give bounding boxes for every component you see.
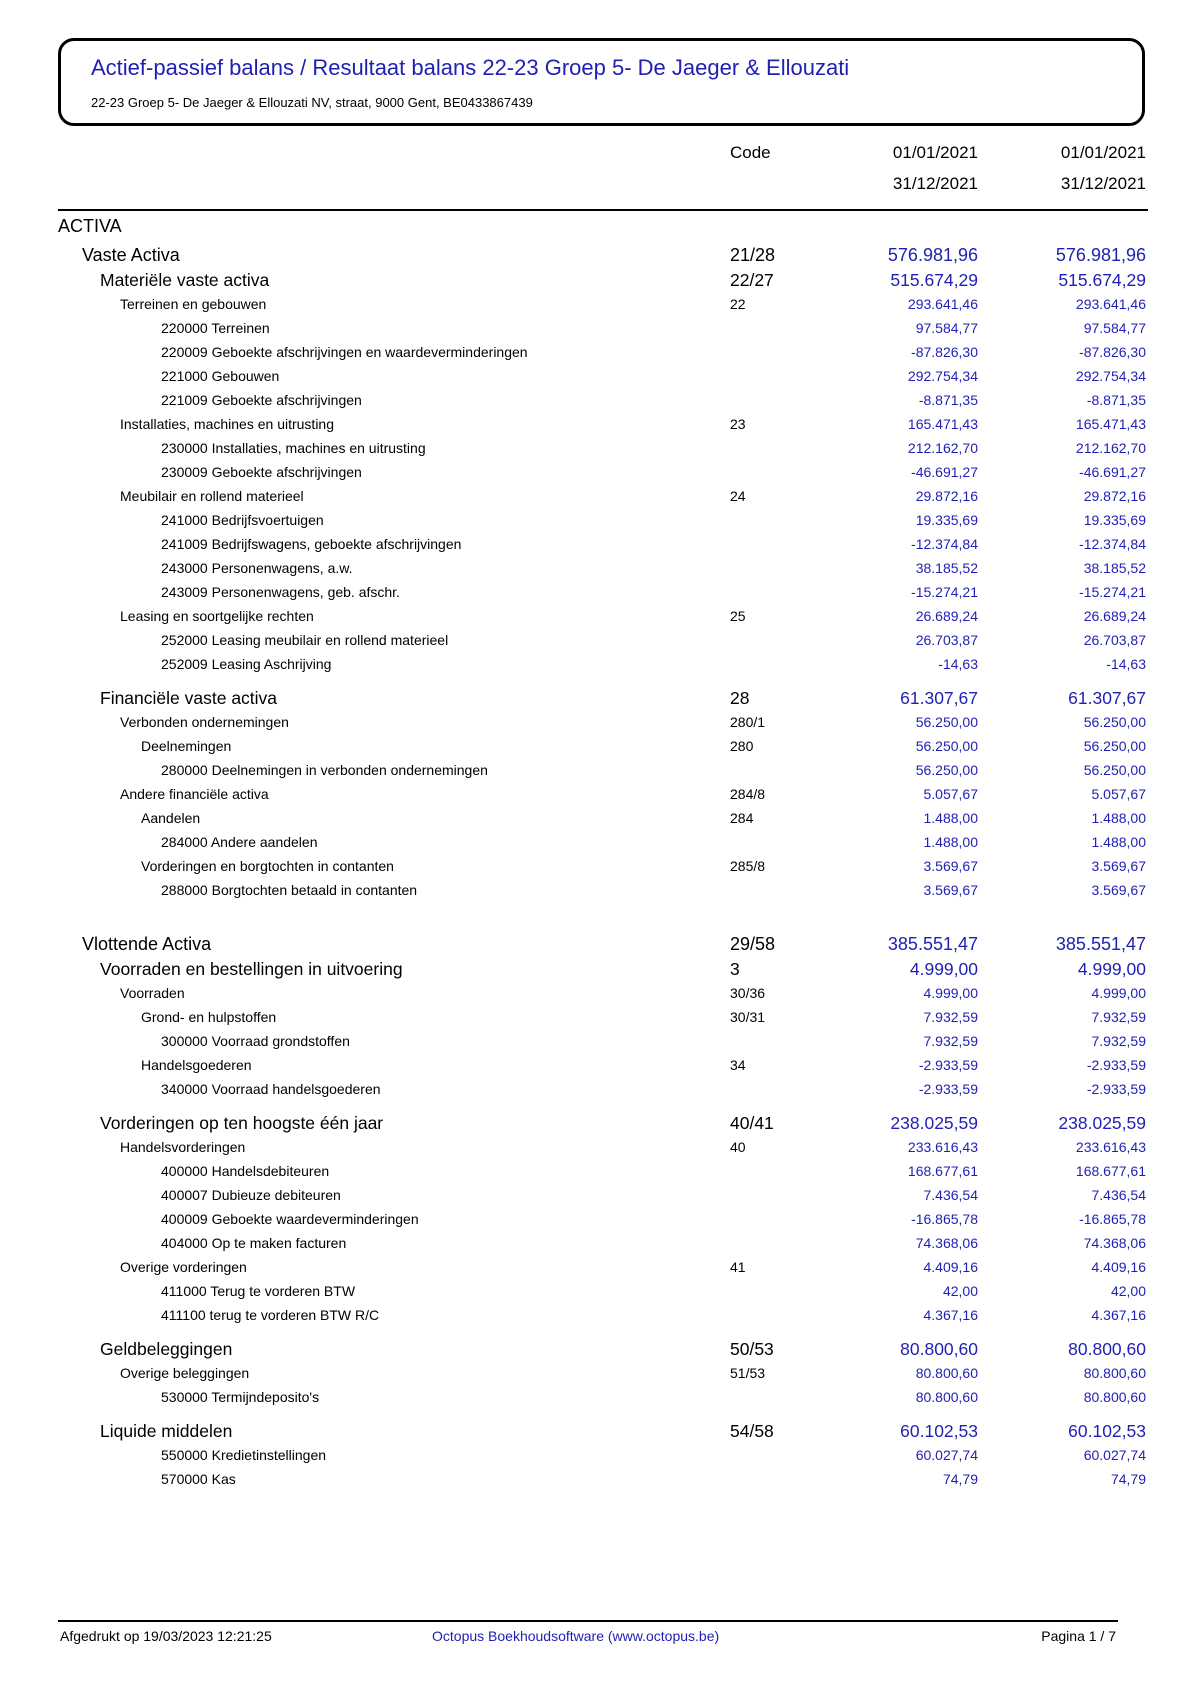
amount-column1: 576.981,96 <box>887 245 978 265</box>
amount-column1: -46.691,27 <box>911 464 978 480</box>
amount-column1: -8.871,35 <box>918 392 978 408</box>
account-label: 230009 Geboekte afschrijvingen <box>161 464 362 480</box>
amount-column1: 385.551,47 <box>887 934 978 954</box>
amount-column2: -8.871,35 <box>1086 392 1146 408</box>
amount-column1: 3.569,67 <box>923 858 978 874</box>
amount-column1: 293.641,46 <box>907 296 978 312</box>
account-subgroup-row <box>0 808 1200 832</box>
amount-column2: 4.999,00 <box>1091 985 1146 1001</box>
account-label: Voorraden en bestellingen in uitvoering <box>100 959 403 979</box>
amount-column2: 74,79 <box>1110 1471 1146 1487</box>
amount-column2: 80.800,60 <box>1083 1365 1146 1381</box>
account-row <box>0 1209 1200 1233</box>
amount-column2: 168.677,61 <box>1075 1163 1146 1179</box>
amount-column2: 3.569,67 <box>1091 882 1146 898</box>
amount-column1: 80.800,60 <box>915 1389 978 1405</box>
amount-column1: 233.616,43 <box>907 1139 978 1155</box>
amount-column2: 7.932,59 <box>1091 1033 1146 1049</box>
amount-column1: 1.488,00 <box>923 834 978 850</box>
account-label: Installaties, machines en uitrusting <box>120 416 334 432</box>
amount-column2: 97.584,77 <box>1083 320 1146 336</box>
header-divider <box>58 209 1148 211</box>
amount-column2: 1.488,00 <box>1091 834 1146 850</box>
amount-column2: 238.025,59 <box>1058 1113 1146 1133</box>
account-label: Financiële vaste activa <box>100 688 278 708</box>
account-row <box>0 1185 1200 1209</box>
account-row <box>0 342 1200 366</box>
amount-column1: 26.703,87 <box>915 632 978 648</box>
account-label: 530000 Termijndeposito's <box>161 1389 320 1405</box>
amount-column1: 515.674,29 <box>890 270 978 290</box>
account-row <box>0 654 1200 678</box>
account-subgroup-row <box>0 1363 1200 1387</box>
account-label: 280000 Deelnemingen in verbonden ondernemingen <box>161 762 488 778</box>
amount-column1: 60.102,53 <box>900 1421 978 1441</box>
amount-column1: 238.025,59 <box>890 1113 978 1133</box>
amount-column1: 4.367,16 <box>923 1307 978 1323</box>
report-title: Actief-passief balans / Resultaat balans 22-23 Groep 5- De Jaeger & Ellouzati <box>91 55 850 80</box>
account-label: 284000 Andere aandelen <box>161 834 318 850</box>
account-row <box>0 1445 1200 1469</box>
account-label: 411000 Terug te vorderen BTW <box>161 1283 356 1299</box>
account-subgroup-row <box>0 856 1200 880</box>
amount-column2: -12.374,84 <box>1079 536 1146 552</box>
account-label: Aandelen <box>141 810 201 826</box>
account-code: 21/28 <box>730 245 776 265</box>
account-code: 284 <box>730 810 754 826</box>
amount-column2: -2.933,59 <box>1086 1057 1146 1073</box>
amount-column1: 168.677,61 <box>907 1163 978 1179</box>
account-label: 404000 Op te maken facturen <box>161 1235 347 1251</box>
print-timestamp: Afgedrukt op 19/03/2023 12:21:25 <box>60 1628 272 1644</box>
account-label: 241009 Bedrijfswagens, geboekte afschrijvingen <box>161 536 462 552</box>
row-spacer <box>0 678 1200 688</box>
account-code: 51/53 <box>730 1365 766 1381</box>
account-label: 570000 Kas <box>161 1471 236 1487</box>
amount-column2: 4.409,16 <box>1091 1259 1146 1275</box>
account-row <box>0 1305 1200 1329</box>
account-subgroup-row <box>0 983 1200 1007</box>
account-label: Vlottende Activa <box>82 934 212 954</box>
amount-column2: 26.689,24 <box>1083 608 1146 624</box>
amount-column2: 576.981,96 <box>1055 245 1146 265</box>
amount-column1: 80.800,60 <box>900 1339 978 1359</box>
account-label: Handelsvorderingen <box>120 1139 246 1155</box>
amount-column2: 60.027,74 <box>1083 1447 1146 1463</box>
amount-column1: 60.027,74 <box>915 1447 978 1463</box>
amount-column1: 4.409,16 <box>923 1259 978 1275</box>
amount-column1: 7.932,59 <box>923 1033 978 1049</box>
account-label: Vorderingen op ten hoogste één jaar <box>100 1113 384 1133</box>
account-row <box>0 1031 1200 1055</box>
amount-column1: 212.162,70 <box>907 440 978 456</box>
account-label: 300000 Voorraad grondstoffen <box>161 1033 350 1049</box>
account-row <box>0 582 1200 606</box>
account-subgroup-row <box>0 1055 1200 1079</box>
amount-column1: 56.250,00 <box>915 714 978 730</box>
amount-column2: 4.367,16 <box>1091 1307 1146 1323</box>
account-subgroup-row <box>0 486 1200 510</box>
account-label: Verbonden ondernemingen <box>120 714 289 730</box>
account-group-row <box>0 1113 1200 1137</box>
account-label: Overige vorderingen <box>120 1259 247 1275</box>
amount-column2: 42,00 <box>1110 1283 1146 1299</box>
amount-column2: 5.057,67 <box>1091 786 1146 802</box>
account-label: Vaste Activa <box>82 245 180 265</box>
account-label: 243000 Personenwagens, a.w. <box>161 560 353 576</box>
account-code: 50/53 <box>730 1339 774 1359</box>
balance-table <box>0 245 1200 1493</box>
account-code: 280 <box>730 738 754 754</box>
column1-period-from: 01/01/2021 <box>892 143 978 162</box>
account-code: 280/1 <box>730 714 766 730</box>
account-subgroup-row <box>0 1257 1200 1281</box>
amount-column2: 515.674,29 <box>1058 270 1146 290</box>
account-subgroup-row <box>0 294 1200 318</box>
column-header-code: Code <box>730 143 771 162</box>
amount-column1: 80.800,60 <box>915 1365 978 1381</box>
amount-column2: 56.250,00 <box>1083 762 1146 778</box>
amount-column1: 42,00 <box>942 1283 978 1299</box>
account-group-row <box>0 270 1200 294</box>
account-row <box>0 1469 1200 1493</box>
account-row <box>0 1233 1200 1257</box>
amount-column2: 56.250,00 <box>1083 738 1146 754</box>
amount-column1: 26.689,24 <box>915 608 978 624</box>
account-code: 54/58 <box>730 1421 774 1441</box>
account-label: 288000 Borgtochten betaald in contanten <box>161 882 418 898</box>
amount-column1: 74.368,06 <box>915 1235 978 1251</box>
row-spacer <box>0 1103 1200 1113</box>
amount-column2: 233.616,43 <box>1075 1139 1146 1155</box>
amount-column2: 7.436,54 <box>1091 1187 1146 1203</box>
amount-column1: -15.274,21 <box>911 584 978 600</box>
column2-period-from: 01/01/2021 <box>1060 143 1146 162</box>
account-label: 400007 Dubieuze debiteuren <box>161 1187 341 1203</box>
amount-column1: 3.569,67 <box>923 882 978 898</box>
account-subgroup-row <box>0 1007 1200 1031</box>
account-label: Liquide middelen <box>100 1421 233 1441</box>
account-label: Deelnemingen <box>141 738 232 754</box>
account-code: 284/8 <box>730 786 766 802</box>
amount-column2: -2.933,59 <box>1086 1081 1146 1097</box>
amount-column2: -14,63 <box>1106 656 1146 672</box>
account-row <box>0 558 1200 582</box>
account-label: Vorderingen en borgtochten in contanten <box>141 858 394 874</box>
amount-column2: 19.335,69 <box>1083 512 1146 528</box>
account-code: 40 <box>730 1139 746 1155</box>
account-group-row <box>0 934 1200 959</box>
amount-column2: 61.307,67 <box>1068 688 1146 708</box>
amount-column1: 1.488,00 <box>923 810 978 826</box>
account-subgroup-row <box>0 712 1200 736</box>
account-code: 41 <box>730 1259 746 1275</box>
amount-column1: -2.933,59 <box>918 1081 978 1097</box>
amount-column1: -2.933,59 <box>918 1057 978 1073</box>
amount-column2: 212.162,70 <box>1075 440 1146 456</box>
account-label: 550000 Kredietinstellingen <box>161 1447 327 1463</box>
account-row <box>0 366 1200 390</box>
account-subgroup-row <box>0 606 1200 630</box>
amount-column2: 80.800,60 <box>1083 1389 1146 1405</box>
account-label: 221000 Gebouwen <box>161 368 280 384</box>
account-label: Leasing en soortgelijke rechten <box>120 608 314 624</box>
amount-column1: 5.057,67 <box>923 786 978 802</box>
account-code: 22 <box>730 296 746 312</box>
amount-column2: 165.471,43 <box>1075 416 1146 432</box>
account-label: Voorraden <box>120 985 185 1001</box>
amount-column2: 38.185,52 <box>1083 560 1146 576</box>
account-row <box>0 1387 1200 1411</box>
account-label: Handelsgoederen <box>141 1057 252 1073</box>
account-row <box>0 318 1200 342</box>
account-label: 220009 Geboekte afschrijvingen en waardeverminderingen <box>161 344 528 360</box>
account-group-row <box>0 1339 1200 1363</box>
amount-column1: 56.250,00 <box>915 762 978 778</box>
amount-column2: 56.250,00 <box>1083 714 1146 730</box>
amount-column1: 29.872,16 <box>915 488 978 504</box>
account-subgroup-row <box>0 414 1200 438</box>
account-row <box>0 760 1200 784</box>
account-label: 241000 Bedrijfsvoertuigen <box>161 512 324 528</box>
amount-column1: -16.865,78 <box>911 1211 978 1227</box>
amount-column2: 293.641,46 <box>1075 296 1146 312</box>
amount-column2: 292.754,34 <box>1075 368 1146 384</box>
account-row <box>0 832 1200 856</box>
account-group-row <box>0 245 1200 270</box>
account-code: 30/31 <box>730 1009 766 1025</box>
amount-column1: 4.999,00 <box>923 985 978 1001</box>
account-row <box>0 630 1200 654</box>
amount-column2: 26.703,87 <box>1083 632 1146 648</box>
amount-column2: 29.872,16 <box>1083 488 1146 504</box>
amount-column2: 74.368,06 <box>1083 1235 1146 1251</box>
account-row <box>0 462 1200 486</box>
amount-column2: 80.800,60 <box>1068 1339 1146 1359</box>
account-row <box>0 880 1200 904</box>
account-subgroup-row <box>0 736 1200 760</box>
account-label: Andere financiële activa <box>120 786 269 802</box>
amount-column1: 292.754,34 <box>907 368 978 384</box>
row-spacer <box>0 1411 1200 1421</box>
account-label: 252000 Leasing meubilair en rollend materieel <box>161 632 449 648</box>
account-label: Terreinen en gebouwen <box>120 296 267 312</box>
account-row <box>0 438 1200 462</box>
amount-column1: 7.436,54 <box>923 1187 978 1203</box>
account-code: 28 <box>730 688 750 708</box>
account-group-row <box>0 959 1200 983</box>
account-row <box>0 390 1200 414</box>
account-label: 230000 Installaties, machines en uitrusting <box>161 440 426 456</box>
account-label: 221009 Geboekte afschrijvingen <box>161 392 362 408</box>
amount-column2: 1.488,00 <box>1091 810 1146 826</box>
amount-column1: 97.584,77 <box>915 320 978 336</box>
account-code: 29/58 <box>730 934 776 954</box>
account-code: 22/27 <box>730 270 774 290</box>
account-code: 34 <box>730 1057 746 1073</box>
account-label: 220000 Terreinen <box>161 320 270 336</box>
amount-column1: 56.250,00 <box>915 738 978 754</box>
amount-column2: -46.691,27 <box>1079 464 1146 480</box>
account-code: 25 <box>730 608 746 624</box>
account-label: 252009 Leasing Aschrijving <box>161 656 332 672</box>
column2-period-to: 31/12/2021 <box>1060 174 1146 193</box>
amount-column2: 3.569,67 <box>1091 858 1146 874</box>
account-code: 3 <box>730 959 740 979</box>
account-row <box>0 534 1200 558</box>
row-spacer <box>0 904 1200 934</box>
footer-divider <box>58 1620 1118 1622</box>
amount-column2: -87.826,30 <box>1079 344 1146 360</box>
account-label: Grond- en hulpstoffen <box>141 1009 277 1025</box>
row-spacer <box>0 1329 1200 1339</box>
amount-column1: -87.826,30 <box>911 344 978 360</box>
amount-column1: 74,79 <box>942 1471 978 1487</box>
account-label: Overige beleggingen <box>120 1365 250 1381</box>
account-code: 30/36 <box>730 985 766 1001</box>
account-code: 24 <box>730 488 746 504</box>
report-header <box>58 38 1145 126</box>
amount-column1: -14,63 <box>938 656 978 672</box>
amount-column1: 38.185,52 <box>915 560 978 576</box>
account-label: 400000 Handelsdebiteuren <box>161 1163 330 1179</box>
amount-column2: 7.932,59 <box>1091 1009 1146 1025</box>
account-label: 411100 terug te vorderen BTW R/C <box>161 1307 380 1323</box>
amount-column1: 19.335,69 <box>915 512 978 528</box>
amount-column1: 7.932,59 <box>923 1009 978 1025</box>
amount-column2: 4.999,00 <box>1077 959 1146 979</box>
account-group-row <box>0 1421 1200 1445</box>
account-label: Materiële vaste activa <box>100 270 270 290</box>
amount-column1: 165.471,43 <box>907 416 978 432</box>
account-subgroup-row <box>0 1137 1200 1161</box>
account-label: Geldbeleggingen <box>100 1339 233 1359</box>
account-row <box>0 1161 1200 1185</box>
account-row <box>0 510 1200 534</box>
amount-column2: 385.551,47 <box>1055 934 1146 954</box>
account-label: 340000 Voorraad handelsgoederen <box>161 1081 381 1097</box>
account-label: Meubilair en rollend materieel <box>120 488 304 504</box>
amount-column1: -12.374,84 <box>911 536 978 552</box>
company-info: 22-23 Groep 5- De Jaeger & Ellouzati NV, straat, 9000 Gent, BE0433867439 <box>91 95 533 110</box>
account-group-row <box>0 688 1200 712</box>
account-row <box>0 1079 1200 1103</box>
account-code: 285/8 <box>730 858 766 874</box>
account-row <box>0 1281 1200 1305</box>
section-title-activa: ACTIVA <box>58 216 122 236</box>
amount-column1: 4.999,00 <box>909 959 978 979</box>
page-number: Pagina 1 / 7 <box>1041 1628 1116 1644</box>
account-label: 243009 Personenwagens, geb. afschr. <box>161 584 400 600</box>
column1-period-to: 31/12/2021 <box>892 174 978 193</box>
account-subgroup-row <box>0 784 1200 808</box>
account-code: 40/41 <box>730 1113 774 1133</box>
amount-column2: -15.274,21 <box>1079 584 1146 600</box>
software-credit: Octopus Boekhoudsoftware (www.octopus.be) <box>432 1628 720 1644</box>
amount-column2: 60.102,53 <box>1068 1421 1146 1441</box>
amount-column1: 61.307,67 <box>900 688 978 708</box>
account-code: 23 <box>730 416 746 432</box>
amount-column2: -16.865,78 <box>1079 1211 1146 1227</box>
account-label: 400009 Geboekte waardeverminderingen <box>161 1211 419 1227</box>
